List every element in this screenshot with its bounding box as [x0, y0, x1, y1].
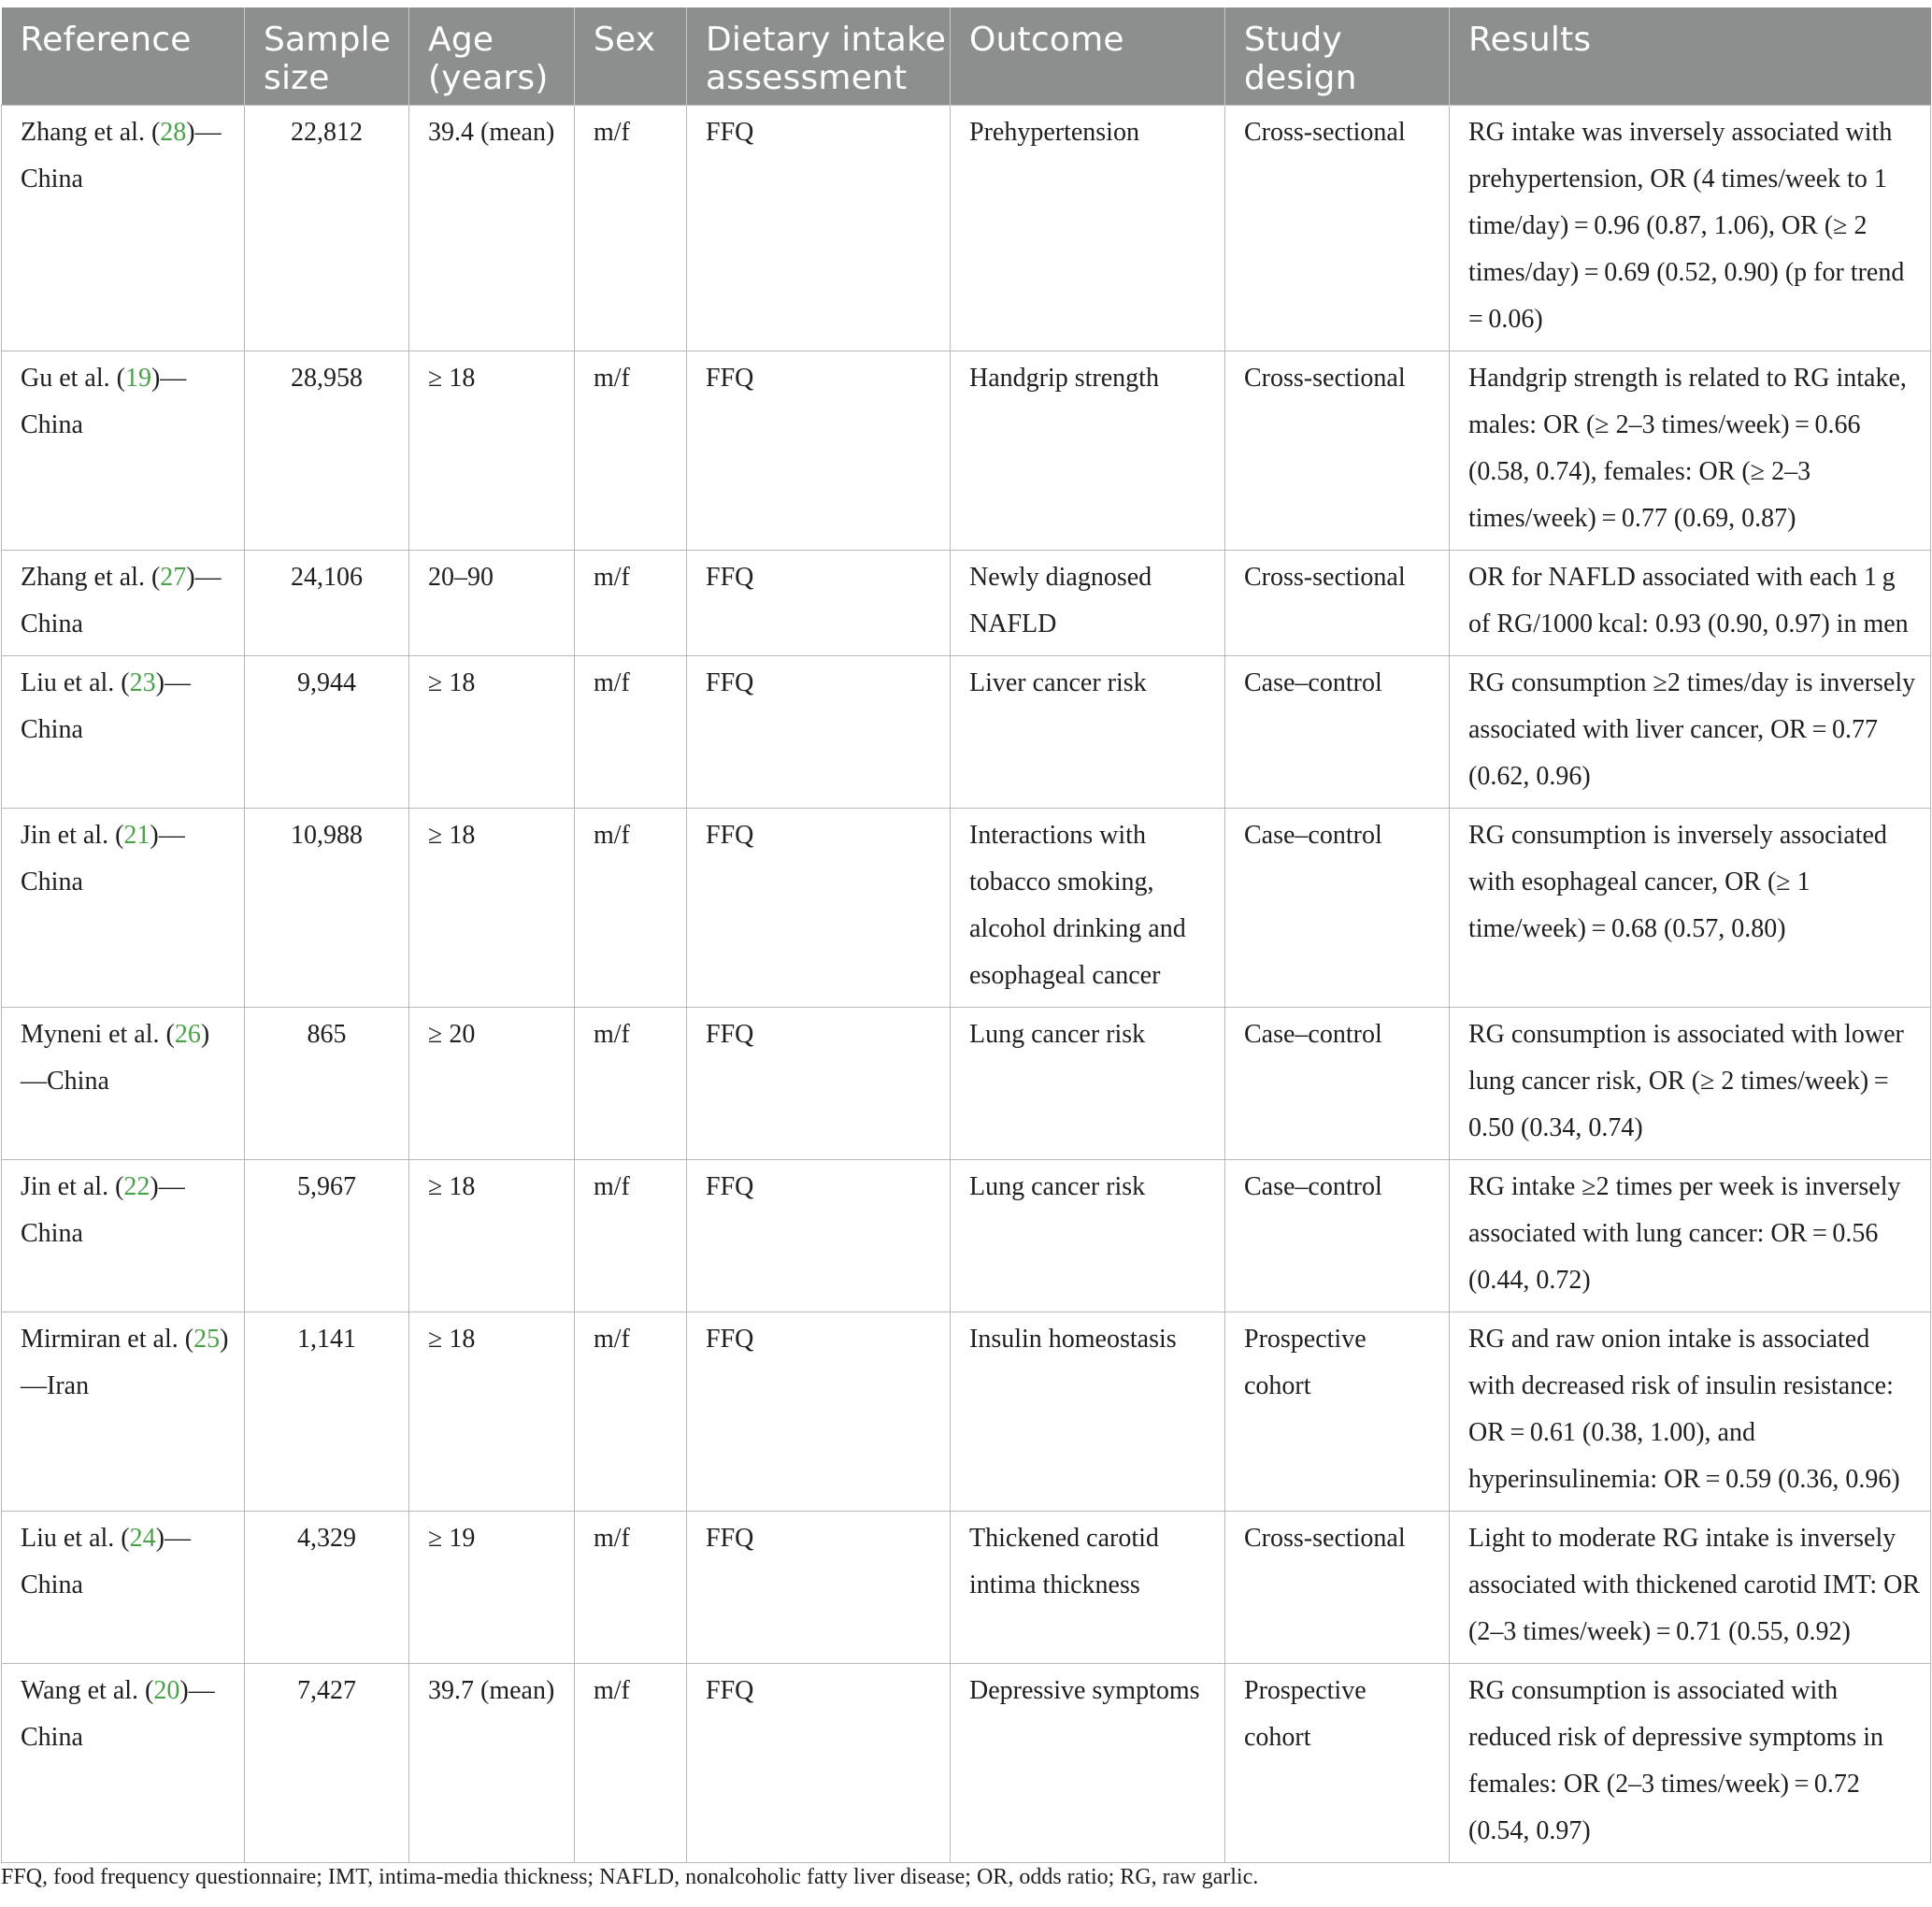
- cell-outcome: Newly diagnosed NAFLD: [951, 551, 1225, 656]
- table-body: [2, 106, 1931, 1863]
- cell-reference: [2, 1312, 245, 1512]
- cell-sex: m/f: [575, 1512, 687, 1664]
- reference-country: )—China: [21, 668, 191, 744]
- cell-results: Light to moderate RG intake is inversely associated with thickened carotid IMT: OR (2–3 times/week) = 0.71 (0.55, 0.92): [1450, 1512, 1931, 1664]
- cell-study-design: Prospective cohort: [1225, 1312, 1450, 1512]
- reference-author: Zhang et al. (: [21, 563, 161, 592]
- cell-sex: m/f: [575, 1312, 687, 1512]
- cell-reference: [2, 809, 245, 1008]
- reference-author: Myneni et al. (: [21, 1020, 175, 1049]
- cell-age: ≥ 18: [409, 351, 575, 551]
- cell-dietary-intake: FFQ: [687, 1160, 951, 1312]
- cell-study-design: Prospective cohort: [1225, 1664, 1450, 1863]
- cell-age: 39.7 (mean): [409, 1664, 575, 1863]
- table-row: [2, 351, 1931, 551]
- reference-author: Zhang et al. (: [21, 118, 161, 147]
- reference-country: )—China: [21, 821, 185, 896]
- cell-sample-size: 24,106: [245, 551, 409, 656]
- cell-reference: [2, 1160, 245, 1312]
- cell-sample-size: 7,427: [245, 1664, 409, 1863]
- reference-country: )—China: [21, 1676, 215, 1752]
- cell-study-design: Case–control: [1225, 656, 1450, 809]
- cell-outcome: Thickened carotid intima thickness: [951, 1512, 1225, 1664]
- cell-age: ≥ 18: [409, 1312, 575, 1512]
- cell-outcome: Lung cancer risk: [951, 1160, 1225, 1312]
- reference-number-link[interactable]: 20: [153, 1676, 180, 1705]
- cell-age: ≥ 20: [409, 1008, 575, 1160]
- cell-sex: m/f: [575, 106, 687, 351]
- table-row: [2, 106, 1931, 351]
- cell-age: ≥ 18: [409, 809, 575, 1008]
- cell-age: 39.4 (mean): [409, 106, 575, 351]
- cell-dietary-intake: FFQ: [687, 809, 951, 1008]
- cell-sex: m/f: [575, 1664, 687, 1863]
- cell-sex: m/f: [575, 1008, 687, 1160]
- table-row: [2, 1312, 1931, 1512]
- cell-sample-size: 22,812: [245, 106, 409, 351]
- table-row: [2, 809, 1931, 1008]
- cell-sex: m/f: [575, 1160, 687, 1312]
- cell-results: RG consumption is associated with reduced risk of depressive symptoms in females: OR (2–3 times/week) = 0.72 (0.54, 0.97): [1450, 1664, 1931, 1863]
- reference-country: )—China: [21, 364, 187, 439]
- header-study-design: Study design: [1225, 7, 1450, 106]
- cell-reference: [2, 1664, 245, 1863]
- reference-country: )—Iran: [21, 1325, 229, 1400]
- reference-author: Gu et al. (: [21, 364, 125, 393]
- cell-results: RG intake was inversely associated with prehypertension, OR (4 times/week to 1 time/day) = 0.96 (0.87, 1.06), OR (≥ 2 times/day) = 0.69 (0.52, 0.90) (p for trend = 0.06): [1450, 106, 1931, 351]
- cell-sample-size: 9,944: [245, 656, 409, 809]
- reference-country: )—China: [21, 563, 222, 638]
- header-outcome: Outcome: [951, 7, 1225, 106]
- reference-number-link[interactable]: 26: [174, 1020, 201, 1049]
- reference-number-link[interactable]: 25: [193, 1325, 221, 1354]
- reference-author: Jin et al. (: [21, 1172, 124, 1201]
- cell-dietary-intake: FFQ: [687, 1312, 951, 1512]
- cell-outcome: Prehypertension: [951, 106, 1225, 351]
- reference-author: Liu et al. (: [21, 668, 130, 697]
- cell-sample-size: 5,967: [245, 1160, 409, 1312]
- cell-outcome: Interactions with tobacco smoking, alcohol drinking and esophageal cancer: [951, 809, 1225, 1008]
- table-row: [2, 1664, 1931, 1863]
- reference-number-link[interactable]: 22: [123, 1172, 150, 1201]
- cell-outcome: Handgrip strength: [951, 351, 1225, 551]
- cell-dietary-intake: FFQ: [687, 656, 951, 809]
- table-row: [2, 1160, 1931, 1312]
- header-dietary-intake-assessment: Dietary intake assessment: [687, 7, 951, 106]
- reference-number-link[interactable]: 21: [123, 821, 150, 850]
- reference-number-link[interactable]: 27: [160, 563, 187, 592]
- header-age: Age (years): [409, 7, 575, 106]
- reference-number-link[interactable]: 28: [160, 118, 187, 147]
- cell-dietary-intake: FFQ: [687, 351, 951, 551]
- cell-results: RG consumption is inversely associated with esophageal cancer, OR (≥ 1 time/week) = 0.68 (0.57, 0.80): [1450, 809, 1931, 1008]
- cell-dietary-intake: FFQ: [687, 1664, 951, 1863]
- cell-reference: [2, 1008, 245, 1160]
- cell-results: Handgrip strength is related to RG intake, males: OR (≥ 2–3 times/week) = 0.66 (0.58, 0.74), females: OR (≥ 2–3 times/week) = 0.77 (0.69, 0.87): [1450, 351, 1931, 551]
- cell-outcome: Depressive symptoms: [951, 1664, 1225, 1863]
- cell-study-design: Case–control: [1225, 1008, 1450, 1160]
- cell-reference: [2, 1512, 245, 1664]
- cell-dietary-intake: FFQ: [687, 106, 951, 351]
- cell-sample-size: 4,329: [245, 1512, 409, 1664]
- reference-number-link[interactable]: 24: [129, 1524, 156, 1553]
- header-row: [2, 7, 1931, 106]
- table-header: [2, 7, 1931, 106]
- cell-reference: [2, 106, 245, 351]
- cell-age: 20–90: [409, 551, 575, 656]
- cell-sample-size: 28,958: [245, 351, 409, 551]
- reference-author: Wang et al. (: [21, 1676, 154, 1705]
- cell-reference: [2, 351, 245, 551]
- cell-sample-size: 865: [245, 1008, 409, 1160]
- cell-age: ≥ 18: [409, 1160, 575, 1312]
- reference-country: )—China: [21, 118, 222, 194]
- header-sample-size: Sample size: [245, 7, 409, 106]
- cell-sex: m/f: [575, 351, 687, 551]
- cell-sex: m/f: [575, 656, 687, 809]
- cell-study-design: Case–control: [1225, 1160, 1450, 1312]
- reference-country: )—China: [21, 1524, 191, 1599]
- cell-outcome: Liver cancer risk: [951, 656, 1225, 809]
- cell-dietary-intake: FFQ: [687, 551, 951, 656]
- cell-study-design: Cross-sectional: [1225, 106, 1450, 351]
- cell-outcome: Insulin homeostasis: [951, 1312, 1225, 1512]
- reference-number-link[interactable]: 19: [124, 364, 151, 393]
- header-reference: Reference: [2, 7, 245, 106]
- cell-study-design: Cross-sectional: [1225, 1512, 1450, 1664]
- cell-dietary-intake: FFQ: [687, 1512, 951, 1664]
- reference-author: Jin et al. (: [21, 821, 124, 850]
- cell-sex: m/f: [575, 551, 687, 656]
- cell-sample-size: 10,988: [245, 809, 409, 1008]
- reference-country: )—China: [21, 1172, 185, 1248]
- table-row: [2, 1512, 1931, 1664]
- cell-age: ≥ 18: [409, 656, 575, 809]
- reference-country: )—China: [21, 1020, 210, 1096]
- cell-results: RG intake ≥2 times per week is inversely associated with lung cancer: OR = 0.56 (0.44, 0.72): [1450, 1160, 1931, 1312]
- header-sex: Sex: [575, 7, 687, 106]
- cell-study-design: Cross-sectional: [1225, 551, 1450, 656]
- table-row: [2, 551, 1931, 656]
- table-row: [2, 656, 1931, 809]
- cell-reference: [2, 656, 245, 809]
- cell-dietary-intake: FFQ: [687, 1008, 951, 1160]
- cell-results: RG consumption ≥2 times/day is inversely associated with liver cancer, OR = 0.77 (0.62, 0.96): [1450, 656, 1931, 809]
- header-results: Results: [1450, 7, 1931, 106]
- reference-author: Mirmiran et al. (: [21, 1325, 194, 1354]
- reference-author: Liu et al. (: [21, 1524, 130, 1553]
- studies-table: [1, 7, 1931, 1863]
- cell-outcome: Lung cancer risk: [951, 1008, 1225, 1160]
- cell-results: RG consumption is associated with lower lung cancer risk, OR (≥ 2 times/week) = 0.50 (0.34, 0.74): [1450, 1008, 1931, 1160]
- table-row: [2, 1008, 1931, 1160]
- reference-number-link[interactable]: 23: [129, 668, 156, 697]
- cell-age: ≥ 19: [409, 1512, 575, 1664]
- table-footnote: FFQ, food frequency questionnaire; IMT, intima-media thickness; NAFLD, nonalcoholic fatty liver disease; OR, odds ratio; RG, raw garlic.: [1, 1865, 1259, 1889]
- cell-reference: [2, 551, 245, 656]
- cell-sex: m/f: [575, 809, 687, 1008]
- cell-results: OR for NAFLD associated with each 1 g of RG/1000 kcal: 0.93 (0.90, 0.97) in men: [1450, 551, 1931, 656]
- cell-study-design: Case–control: [1225, 809, 1450, 1008]
- cell-sample-size: 1,141: [245, 1312, 409, 1512]
- cell-results: RG and raw onion intake is associated with decreased risk of insulin resistance: OR = 0.61 (0.38, 1.00), and hyperinsulinemia: OR = 0.59 (0.36, 0.96): [1450, 1312, 1931, 1512]
- cell-study-design: Cross-sectional: [1225, 351, 1450, 551]
